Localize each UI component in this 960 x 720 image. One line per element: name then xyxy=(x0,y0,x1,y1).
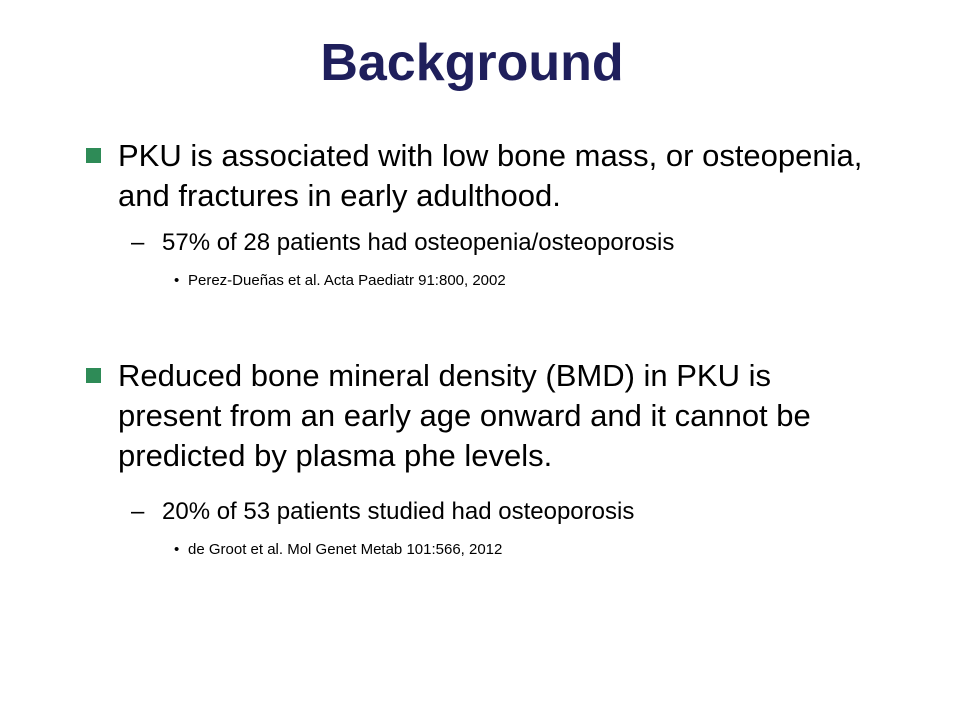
sub-point-2 xyxy=(131,497,882,527)
square-bullet-icon xyxy=(86,148,101,163)
bullet-text: Reduced bone mineral density (BMD) in PKU is present from an early age onward and it cannot be predicted by plasma phe levels. xyxy=(118,358,811,473)
slide-title: Background xyxy=(320,34,624,92)
sub-point-1 xyxy=(131,228,882,258)
reference-2 xyxy=(174,540,888,560)
dot-marker: • xyxy=(174,272,180,289)
bullet-point-2 xyxy=(118,356,878,476)
sub-point-text: 20% of 53 patients studied had osteoporosis xyxy=(162,498,635,525)
reference-1 xyxy=(174,271,888,291)
sub-point-text: 57% of 28 patients had osteopenia/osteoporosis xyxy=(162,229,675,256)
dash-marker: – xyxy=(131,498,145,525)
square-bullet-icon xyxy=(86,368,101,383)
reference-text: de Groot et al. Mol Genet Metab 101:566, 2012 xyxy=(188,541,503,558)
dash-marker: – xyxy=(131,229,145,256)
reference-text: Perez-Dueñas et al. Acta Paediatr 91:800, 2002 xyxy=(188,272,506,289)
bullet-text: PKU is associated with low bone mass, or osteopenia, and fractures in early adulthood. xyxy=(118,138,863,213)
dot-marker: • xyxy=(174,541,180,558)
bullet-point-1 xyxy=(118,136,878,216)
